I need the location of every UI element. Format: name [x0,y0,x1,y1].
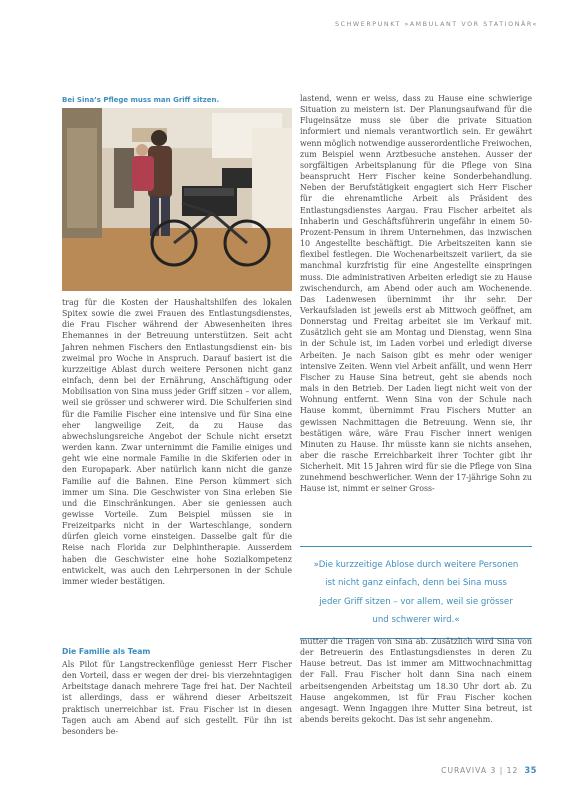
section-heading: Die Familie als Team [62,647,151,656]
magazine-name: CURAVIVA 3 | 12 [441,766,519,775]
pull-quote-line: jeder Griff sitzen – vor allem, weil sie grösser [319,596,513,607]
right-paragraph-2: mutter die Tragen von Sina ab. Zusätzlich wird Sina von der Betreuerin des Entlastungsdienstes in deren Zu Hause betreut. Das ist immer am Mittwochnachmittag der Fall. Frau Fischer holt dann Sina nach einem arbeitsengenden Arbeitstag um 18.30 Uhr dort ab. Zu Hause angekommen, ist für Frau Fischer kochen angesagt. Wenn Ingaggen ihre Mutter Sina betreut, ist abends bereits gekocht. Das ist sehr angenehm. [300,637,532,725]
left-column-bottom [62,659,292,737]
photo-caption: Bei Sina’s Pflege muss man Griff sitzen. [62,96,220,104]
page-number: 35 [524,765,537,775]
right-column-top [300,93,532,495]
right-paragraph-1: lastend, wenn er weiss, dass zu Hause eine schwierige Situation zu meistern ist. Der Planungsaufwand für die Flugeinsätze muss sie über die private Situation informiert und niemals verantwortlich sein. Er gewährt wenn möglich notwendige ausserordentliche Freiwochen, zum Beispiel wenn Arztbesuche anstehen. Ausser der sorgfältigen Arbeitsplanung für die Pflege von Sina beansprucht Herr Fischer keine Sonderbehandlung. Neben der Berufstätigkeit engagiert sich Herr Fischer für die ehrenamtliche Arbeit als Präsident des Entlastungsdienstes Aargau. Frau Fischer arbeitet als Inhaberin und Geschäftsführerin ungefähr in einem 50-Prozent-Pensum in ihrem Unternehmen, das inzwischen 10 Angestellte beschäftigt. Die Arbeitszeiten kann sie flexibel festlegen. Die Wochenarbeitszeit variiert, da sie manchmal kurzfristig für eine Angestellte einspringen muss. Die administrativen Arbeiten erledigt sie zu Hause zwischendurch, am Abend oder auch am Wochenende. Das Ladenwesen übernimmt ihr ihr sehr. Der Verkaufsladen ist jeweils erst ab Mittwoch geöffnet, am Donnerstag und Freitag arbeitet sie im Verkauf mit. Zusätzlich geht sie am Montag und Dienstag, wenn Sina in der Schule ist, im Laden vorbei und erledigt diverse Arbeiten. Je nach Saison gibt es mehr oder weniger intensive Zeiten. Wenn viel Arbeit anfällt, und wenn Herr Fischer zu Hause Sina betreut, geht sie abends noch mals in den Betrieb. Der Laden liegt nicht weit von der Wohnung entfernt. Wenn Sina von der Schule nach Hause kommt, übernimmt Frau Fischers Mutter an gewissen Nachmittagen die Betreuung. Wenn sie, ihr bestätigen wäre, wäre Frau Fischer innert wenigen Minuten zu Hause. Ihr müsste kann sie nichts ansehen, aber die rasche Erreichbarkeit ihrer Tochter gibt ihr Sicherheit. Mit 15 Jahren wird für sie die Pflege von Sina zunehmend beschwerlicher. Wenn der 17-jährige Sohn zu Hause ist, nimmt er seiner Gross- [300,94,533,494]
pull-quote-line: »Die kurzzeitige Ablose durch weitere Personen [313,560,519,570]
right-column-bottom [300,636,532,725]
pull-quote-line: und schwerer wird.« [372,615,460,626]
pull-quote [300,546,532,639]
left-column-top [62,297,292,587]
page-footer [441,765,537,775]
pull-quote-line: ist nicht ganz einfach, denn bei Sina muss [325,578,507,589]
left-paragraph-2: Als Pilot für Langstreckenflüge geniesst Herr Fischer den Vorteil, dass er wegen der drei- bis vierzehntagigen Arbeitstage danach mehrere Tage frei hat. Der Nachteil ist allerdings, dass er während dieser Arbeitszeit praktisch unerreichbar ist. Frau Fischer ist in diesen Tagen auch am Abend auf sich gestellt. Für ihn ist besonders be- [62,660,292,736]
article-photo [62,108,292,291]
left-paragraph-1: trag für die Kosten der Haushaltshilfen des lokalen Spitex sowie die zwei Frauen des Entlastungsdienstes, die Frau Fischer während der Abwesenheiten ihres Ehemannes in der Betreuung unterstützen. Seit acht Jahren nehmen Fischers den Entlastungsdienst ein- bis zweimal pro Woche in Anspruch. Darauf basiert ist die kurzzeitige Ablast durch weitere Personen nicht ganz einfach, denn bei der Ernährung, Anschäftigung oder Mobilisation von Sina muss jeder Griff sitzen – vor allem, weil sie grösser und schwerer wird. Die Schulferien sind für die Familie Fischer eine intensive und für Sina eine eher langweilige Zeit, da zu Hause das abwechslungsreiche Angebot der Schule nicht ersetzt werden kann. Zwar unternimmt die Familie einiges und geht wie eine normale Familie in die Skiferien oder in den Europapark. Aber natürlich kann nicht die ganze Familie auf die Bahnen. Eine Person kümmert sich immer um Sina. Die Geschwister von Sina erleben Sie und die Einschränkungen. Aber sie geniessen auch gewisse Vorteile. Zum Beispiel müssen sie in Freizeitparks nicht in der Warteschlange, sondern dürfen gleich vorne einsteigen. Dasselbe galt für die Reise nach Florida zur Delphintherapie. Ausserdem haben die Geschwister eine hohe Sozialkompetenz entwickelt, was auch den Lehrpersonen in der Schule immer wieder bestätigen. [62,298,292,586]
running-header: SCHWERPUNKT »AMBULANT VOR STATIONÄR« [335,21,538,28]
